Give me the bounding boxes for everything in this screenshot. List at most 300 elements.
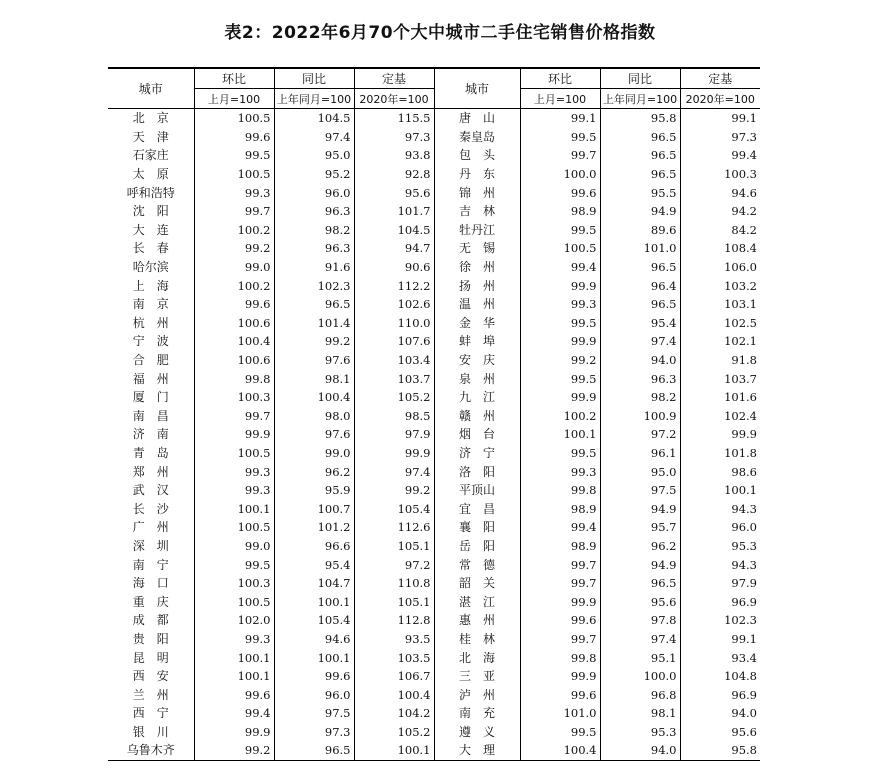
city-right-cell: 锦 州 bbox=[434, 183, 520, 202]
yoy-left-cell: 96.5 bbox=[274, 295, 354, 314]
base-right-cell: 94.3 bbox=[680, 499, 760, 518]
mom-left-cell: 100.2 bbox=[194, 221, 274, 240]
yoy-right-cell: 97.8 bbox=[600, 611, 680, 630]
base-left-cell: 112.6 bbox=[354, 518, 434, 537]
yoy-left-cell: 96.5 bbox=[274, 741, 354, 760]
table-row bbox=[108, 741, 760, 760]
city-left-cell: 西 宁 bbox=[132, 706, 169, 721]
yoy-left-cell: 98.1 bbox=[274, 369, 354, 388]
mom-left-cell: 99.9 bbox=[194, 425, 274, 444]
mom-left-cell: 99.6 bbox=[194, 128, 274, 147]
base-right-cell: 99.9 bbox=[680, 425, 760, 444]
mom-left-cell: 99.5 bbox=[194, 555, 274, 574]
yoy-right-cell: 96.8 bbox=[600, 685, 680, 704]
mom-left-cell: 99.6 bbox=[194, 685, 274, 704]
city-left-cell: 西 安 bbox=[132, 669, 169, 684]
city-left-cell: 广 州 bbox=[132, 520, 169, 535]
subheader-mom-right: 上月=100 bbox=[520, 89, 600, 109]
city-right-cell: 南 充 bbox=[434, 704, 520, 723]
yoy-left-cell: 94.6 bbox=[274, 630, 354, 649]
city-right-cell: 蚌 埠 bbox=[434, 332, 520, 351]
mom-right-cell: 99.5 bbox=[520, 444, 600, 463]
base-right-cell: 99.1 bbox=[680, 109, 760, 128]
mom-left-cell: 100.5 bbox=[194, 165, 274, 184]
yoy-right-cell: 96.1 bbox=[600, 444, 680, 463]
table-row bbox=[108, 314, 760, 333]
yoy-left-cell: 97.3 bbox=[274, 723, 354, 742]
city-right-cell: 吉 林 bbox=[434, 202, 520, 221]
yoy-right-cell: 95.6 bbox=[600, 592, 680, 611]
table-row bbox=[108, 128, 760, 147]
table-row bbox=[108, 444, 760, 463]
mom-left-cell: 100.3 bbox=[194, 574, 274, 593]
city-left-cell: 呼和浩特 bbox=[126, 185, 175, 200]
base-right-cell: 94.6 bbox=[680, 183, 760, 202]
mom-right-cell: 99.2 bbox=[520, 351, 600, 370]
city-right-cell: 济 宁 bbox=[434, 444, 520, 463]
table-row bbox=[108, 221, 760, 240]
yoy-left-cell: 97.5 bbox=[274, 704, 354, 723]
base-left-cell: 107.6 bbox=[354, 332, 434, 351]
base-left-cell: 99.9 bbox=[354, 444, 434, 463]
table-row bbox=[108, 388, 760, 407]
city-left-cell: 太 原 bbox=[132, 167, 169, 182]
mom-left-cell: 99.3 bbox=[194, 183, 274, 202]
yoy-right-cell: 95.4 bbox=[600, 314, 680, 333]
table-row bbox=[108, 611, 760, 630]
yoy-right-cell: 96.5 bbox=[600, 258, 680, 277]
yoy-right-cell: 96.5 bbox=[600, 295, 680, 314]
yoy-left-cell: 102.3 bbox=[274, 276, 354, 295]
yoy-left-cell: 96.2 bbox=[274, 462, 354, 481]
base-left-cell: 106.7 bbox=[354, 667, 434, 686]
yoy-right-cell: 95.3 bbox=[600, 723, 680, 742]
city-left-cell: 成 都 bbox=[132, 613, 169, 628]
yoy-left-cell: 95.9 bbox=[274, 481, 354, 500]
base-right-cell: 97.3 bbox=[680, 128, 760, 147]
header-mom-left: 环比 bbox=[194, 68, 274, 89]
mom-left-cell: 100.5 bbox=[194, 444, 274, 463]
mom-right-cell: 99.7 bbox=[520, 146, 600, 165]
base-right-cell: 100.3 bbox=[680, 165, 760, 184]
yoy-right-cell: 97.2 bbox=[600, 425, 680, 444]
yoy-right-cell: 101.0 bbox=[600, 239, 680, 258]
yoy-left-cell: 96.6 bbox=[274, 537, 354, 556]
city-right-cell: 泉 州 bbox=[434, 369, 520, 388]
mom-left-cell: 99.4 bbox=[194, 704, 274, 723]
table-row bbox=[108, 425, 760, 444]
table-row bbox=[108, 202, 760, 221]
city-left-cell: 南 京 bbox=[132, 297, 169, 312]
city-right-cell: 丹 东 bbox=[434, 165, 520, 184]
mom-right-cell: 99.7 bbox=[520, 555, 600, 574]
base-left-cell: 97.3 bbox=[354, 128, 434, 147]
base-right-cell: 93.4 bbox=[680, 648, 760, 667]
base-right-cell: 95.6 bbox=[680, 723, 760, 742]
yoy-left-cell: 96.0 bbox=[274, 183, 354, 202]
city-right-cell: 牡丹江 bbox=[434, 221, 520, 240]
base-left-cell: 95.6 bbox=[354, 183, 434, 202]
city-left-cell: 郑 州 bbox=[132, 464, 169, 479]
mom-left-cell: 100.1 bbox=[194, 667, 274, 686]
mom-right-cell: 101.0 bbox=[520, 704, 600, 723]
base-right-cell: 84.2 bbox=[680, 221, 760, 240]
base-left-cell: 99.2 bbox=[354, 481, 434, 500]
city-left-cell: 上 海 bbox=[132, 278, 169, 293]
city-right-cell: 九 江 bbox=[434, 388, 520, 407]
city-right-cell: 大 理 bbox=[434, 741, 520, 760]
yoy-right-cell: 94.9 bbox=[600, 499, 680, 518]
subheader-base-right: 2020年=100 bbox=[680, 89, 760, 109]
table-row bbox=[108, 165, 760, 184]
city-left-cell: 北 京 bbox=[132, 111, 169, 126]
table-row bbox=[108, 555, 760, 574]
header-city-left: 城市 bbox=[108, 68, 194, 109]
mom-right-cell: 99.6 bbox=[520, 685, 600, 704]
yoy-right-cell: 95.7 bbox=[600, 518, 680, 537]
city-right-cell: 安 庆 bbox=[434, 351, 520, 370]
yoy-left-cell: 95.0 bbox=[274, 146, 354, 165]
city-right-cell: 烟 台 bbox=[434, 425, 520, 444]
mom-left-cell: 99.5 bbox=[194, 146, 274, 165]
city-left-cell: 沈 阳 bbox=[132, 204, 169, 219]
yoy-left-cell: 105.4 bbox=[274, 611, 354, 630]
base-right-cell: 98.6 bbox=[680, 462, 760, 481]
mom-left-cell: 99.7 bbox=[194, 202, 274, 221]
yoy-left-cell: 96.3 bbox=[274, 239, 354, 258]
city-right-cell: 湛 江 bbox=[434, 592, 520, 611]
mom-left-cell: 100.4 bbox=[194, 332, 274, 351]
mom-left-cell: 100.5 bbox=[194, 518, 274, 537]
city-right-cell: 包 头 bbox=[434, 146, 520, 165]
mom-right-cell: 99.4 bbox=[520, 258, 600, 277]
base-right-cell: 102.3 bbox=[680, 611, 760, 630]
city-right-cell: 徐 州 bbox=[434, 258, 520, 277]
yoy-left-cell: 99.6 bbox=[274, 667, 354, 686]
base-right-cell: 103.1 bbox=[680, 295, 760, 314]
base-right-cell: 91.8 bbox=[680, 351, 760, 370]
base-right-cell: 95.3 bbox=[680, 537, 760, 556]
base-right-cell: 99.1 bbox=[680, 630, 760, 649]
table-row bbox=[108, 592, 760, 611]
mom-left-cell: 100.1 bbox=[194, 648, 274, 667]
base-right-cell: 106.0 bbox=[680, 258, 760, 277]
city-right-cell: 扬 州 bbox=[434, 276, 520, 295]
yoy-left-cell: 97.6 bbox=[274, 351, 354, 370]
mom-left-cell: 100.1 bbox=[194, 499, 274, 518]
header-yoy-right: 同比 bbox=[600, 68, 680, 89]
base-right-cell: 95.8 bbox=[680, 741, 760, 760]
mom-left-cell: 99.0 bbox=[194, 258, 274, 277]
city-right-cell: 金 华 bbox=[434, 314, 520, 333]
city-left-cell: 大 连 bbox=[132, 222, 169, 237]
subheader-mom-left: 上月=100 bbox=[194, 89, 274, 109]
mom-right-cell: 99.7 bbox=[520, 630, 600, 649]
base-right-cell: 101.8 bbox=[680, 444, 760, 463]
base-left-cell: 103.7 bbox=[354, 369, 434, 388]
yoy-right-cell: 98.1 bbox=[600, 704, 680, 723]
yoy-left-cell: 95.4 bbox=[274, 555, 354, 574]
mom-left-cell: 99.3 bbox=[194, 481, 274, 500]
yoy-left-cell: 95.2 bbox=[274, 165, 354, 184]
subheader-base-left: 2020年=100 bbox=[354, 89, 434, 109]
mom-right-cell: 99.9 bbox=[520, 667, 600, 686]
base-right-cell: 96.0 bbox=[680, 518, 760, 537]
mom-left-cell: 100.6 bbox=[194, 314, 274, 333]
yoy-right-cell: 94.9 bbox=[600, 202, 680, 221]
mom-left-cell: 99.3 bbox=[194, 462, 274, 481]
base-left-cell: 101.7 bbox=[354, 202, 434, 221]
city-right-cell: 秦皇岛 bbox=[434, 128, 520, 147]
city-left-cell: 长 春 bbox=[132, 241, 169, 256]
yoy-left-cell: 98.2 bbox=[274, 221, 354, 240]
table-row bbox=[108, 258, 760, 277]
city-left-cell: 厦 门 bbox=[132, 390, 169, 405]
city-right-cell: 无 锡 bbox=[434, 239, 520, 258]
city-right-cell: 赣 州 bbox=[434, 407, 520, 426]
yoy-left-cell: 91.6 bbox=[274, 258, 354, 277]
city-right-cell: 泸 州 bbox=[434, 685, 520, 704]
base-left-cell: 104.5 bbox=[354, 221, 434, 240]
city-left-cell: 杭 州 bbox=[132, 315, 169, 330]
mom-right-cell: 98.9 bbox=[520, 537, 600, 556]
yoy-right-cell: 97.4 bbox=[600, 332, 680, 351]
table-row bbox=[108, 481, 760, 500]
city-left-cell: 长 沙 bbox=[132, 501, 169, 516]
table-row bbox=[108, 499, 760, 518]
yoy-left-cell: 101.4 bbox=[274, 314, 354, 333]
mom-right-cell: 99.5 bbox=[520, 314, 600, 333]
table-row bbox=[108, 183, 760, 202]
table-row bbox=[108, 146, 760, 165]
city-left-cell: 深 圳 bbox=[132, 538, 169, 553]
yoy-right-cell: 95.1 bbox=[600, 648, 680, 667]
yoy-right-cell: 96.5 bbox=[600, 574, 680, 593]
table-row bbox=[108, 704, 760, 723]
subheader-yoy-left: 上年同月=100 bbox=[274, 89, 354, 109]
city-right-cell: 宜 昌 bbox=[434, 499, 520, 518]
city-left-cell: 青 岛 bbox=[132, 445, 169, 460]
yoy-left-cell: 98.0 bbox=[274, 407, 354, 426]
city-left-cell: 南 昌 bbox=[132, 408, 169, 423]
city-right-cell: 洛 阳 bbox=[434, 462, 520, 481]
base-left-cell: 105.2 bbox=[354, 388, 434, 407]
table-row bbox=[108, 685, 760, 704]
city-right-cell: 岳 阳 bbox=[434, 537, 520, 556]
mom-right-cell: 100.1 bbox=[520, 425, 600, 444]
mom-right-cell: 98.9 bbox=[520, 499, 600, 518]
yoy-left-cell: 97.4 bbox=[274, 128, 354, 147]
yoy-left-cell: 104.5 bbox=[274, 109, 354, 128]
table-row bbox=[108, 369, 760, 388]
yoy-right-cell: 96.4 bbox=[600, 276, 680, 295]
base-right-cell: 102.1 bbox=[680, 332, 760, 351]
base-left-cell: 103.4 bbox=[354, 351, 434, 370]
city-right-cell: 唐 山 bbox=[434, 109, 520, 128]
city-left-cell: 昆 明 bbox=[132, 650, 169, 665]
yoy-left-cell: 100.1 bbox=[274, 592, 354, 611]
base-right-cell: 101.6 bbox=[680, 388, 760, 407]
base-left-cell: 100.1 bbox=[354, 741, 434, 760]
base-left-cell: 112.2 bbox=[354, 276, 434, 295]
base-left-cell: 97.2 bbox=[354, 555, 434, 574]
mom-left-cell: 99.9 bbox=[194, 723, 274, 742]
base-left-cell: 105.1 bbox=[354, 537, 434, 556]
yoy-right-cell: 95.0 bbox=[600, 462, 680, 481]
yoy-right-cell: 97.4 bbox=[600, 630, 680, 649]
yoy-right-cell: 100.9 bbox=[600, 407, 680, 426]
city-left-cell: 南 宁 bbox=[132, 557, 169, 572]
city-right-cell: 惠 州 bbox=[434, 611, 520, 630]
yoy-right-cell: 100.0 bbox=[600, 667, 680, 686]
mom-left-cell: 100.3 bbox=[194, 388, 274, 407]
yoy-left-cell: 100.7 bbox=[274, 499, 354, 518]
table-row bbox=[108, 518, 760, 537]
base-right-cell: 94.3 bbox=[680, 555, 760, 574]
mom-left-cell: 100.2 bbox=[194, 276, 274, 295]
table-row bbox=[108, 630, 760, 649]
yoy-left-cell: 100.4 bbox=[274, 388, 354, 407]
city-left-cell: 石家庄 bbox=[132, 148, 169, 163]
city-right-cell: 韶 关 bbox=[434, 574, 520, 593]
mom-left-cell: 99.2 bbox=[194, 239, 274, 258]
base-left-cell: 110.0 bbox=[354, 314, 434, 333]
city-right-cell: 襄 阳 bbox=[434, 518, 520, 537]
city-left-cell: 天 津 bbox=[132, 129, 169, 144]
base-right-cell: 94.2 bbox=[680, 202, 760, 221]
mom-right-cell: 99.5 bbox=[520, 128, 600, 147]
mom-right-cell: 99.5 bbox=[520, 723, 600, 742]
mom-right-cell: 98.9 bbox=[520, 202, 600, 221]
city-left-cell: 海 口 bbox=[132, 576, 169, 591]
yoy-right-cell: 96.3 bbox=[600, 369, 680, 388]
base-left-cell: 110.8 bbox=[354, 574, 434, 593]
yoy-right-cell: 94.0 bbox=[600, 741, 680, 760]
table-row bbox=[108, 239, 760, 258]
mom-left-cell: 99.3 bbox=[194, 630, 274, 649]
base-left-cell: 105.1 bbox=[354, 592, 434, 611]
base-right-cell: 94.0 bbox=[680, 704, 760, 723]
base-right-cell: 96.9 bbox=[680, 592, 760, 611]
base-right-cell: 102.4 bbox=[680, 407, 760, 426]
header-base-left: 定基 bbox=[354, 68, 434, 89]
base-left-cell: 102.6 bbox=[354, 295, 434, 314]
yoy-right-cell: 96.5 bbox=[600, 146, 680, 165]
city-right-cell: 三 亚 bbox=[434, 667, 520, 686]
base-left-cell: 112.8 bbox=[354, 611, 434, 630]
base-right-cell: 99.4 bbox=[680, 146, 760, 165]
base-left-cell: 94.7 bbox=[354, 239, 434, 258]
yoy-left-cell: 96.0 bbox=[274, 685, 354, 704]
base-right-cell: 108.4 bbox=[680, 239, 760, 258]
yoy-right-cell: 96.5 bbox=[600, 165, 680, 184]
base-left-cell: 97.4 bbox=[354, 462, 434, 481]
mom-right-cell: 99.4 bbox=[520, 518, 600, 537]
mom-left-cell: 100.5 bbox=[194, 109, 274, 128]
city-right-cell: 常 德 bbox=[434, 555, 520, 574]
city-left-cell: 乌鲁木齐 bbox=[108, 741, 194, 760]
yoy-right-cell: 95.5 bbox=[600, 183, 680, 202]
yoy-left-cell: 104.7 bbox=[274, 574, 354, 593]
yoy-left-cell: 101.2 bbox=[274, 518, 354, 537]
yoy-right-cell: 95.8 bbox=[600, 109, 680, 128]
yoy-right-cell: 96.2 bbox=[600, 537, 680, 556]
mom-left-cell: 99.0 bbox=[194, 537, 274, 556]
table-row bbox=[108, 109, 760, 128]
mom-left-cell: 99.8 bbox=[194, 369, 274, 388]
table-row bbox=[108, 407, 760, 426]
city-right-cell: 北 海 bbox=[434, 648, 520, 667]
header-city-right: 城市 bbox=[434, 68, 520, 109]
header-mom-right: 环比 bbox=[520, 68, 600, 89]
mom-left-cell: 100.5 bbox=[194, 592, 274, 611]
base-left-cell: 93.5 bbox=[354, 630, 434, 649]
mom-left-cell: 99.7 bbox=[194, 407, 274, 426]
mom-right-cell: 99.9 bbox=[520, 276, 600, 295]
base-right-cell: 102.5 bbox=[680, 314, 760, 333]
yoy-right-cell: 97.5 bbox=[600, 481, 680, 500]
city-right-cell: 平顶山 bbox=[434, 481, 520, 500]
table-row bbox=[108, 295, 760, 314]
base-left-cell: 92.8 bbox=[354, 165, 434, 184]
mom-right-cell: 99.7 bbox=[520, 574, 600, 593]
city-right-cell: 温 州 bbox=[434, 295, 520, 314]
city-left-cell: 贵 阳 bbox=[132, 631, 169, 646]
header-yoy-left: 同比 bbox=[274, 68, 354, 89]
base-right-cell: 96.9 bbox=[680, 685, 760, 704]
table-title: 表2：2022年6月70个大中城市二手住宅销售价格指数 bbox=[224, 23, 656, 43]
mom-right-cell: 99.3 bbox=[520, 462, 600, 481]
mom-right-cell: 100.2 bbox=[520, 407, 600, 426]
table-row bbox=[108, 276, 760, 295]
mom-right-cell: 100.5 bbox=[520, 239, 600, 258]
city-left-cell: 福 州 bbox=[132, 371, 169, 386]
table-row bbox=[108, 648, 760, 667]
base-left-cell: 90.6 bbox=[354, 258, 434, 277]
yoy-left-cell: 99.0 bbox=[274, 444, 354, 463]
base-right-cell: 97.9 bbox=[680, 574, 760, 593]
mom-left-cell: 100.6 bbox=[194, 351, 274, 370]
city-right-cell: 桂 林 bbox=[434, 630, 520, 649]
base-left-cell: 97.9 bbox=[354, 425, 434, 444]
base-right-cell: 103.2 bbox=[680, 276, 760, 295]
table-row bbox=[108, 462, 760, 481]
base-right-cell: 104.8 bbox=[680, 667, 760, 686]
mom-right-cell: 100.4 bbox=[520, 741, 600, 760]
yoy-left-cell: 100.1 bbox=[274, 648, 354, 667]
mom-right-cell: 99.3 bbox=[520, 295, 600, 314]
mom-right-cell: 99.5 bbox=[520, 369, 600, 388]
mom-left-cell: 102.0 bbox=[194, 611, 274, 630]
yoy-left-cell: 99.2 bbox=[274, 332, 354, 351]
city-left-cell: 济 南 bbox=[132, 427, 169, 442]
mom-left-cell: 99.6 bbox=[194, 295, 274, 314]
base-left-cell: 104.2 bbox=[354, 704, 434, 723]
mom-right-cell: 99.1 bbox=[520, 109, 600, 128]
header-base-right: 定基 bbox=[680, 68, 760, 89]
yoy-right-cell: 96.5 bbox=[600, 128, 680, 147]
base-right-cell: 100.1 bbox=[680, 481, 760, 500]
yoy-right-cell: 89.6 bbox=[600, 221, 680, 240]
yoy-right-cell: 98.2 bbox=[600, 388, 680, 407]
mom-right-cell: 99.8 bbox=[520, 648, 600, 667]
yoy-right-cell: 94.0 bbox=[600, 351, 680, 370]
city-left-cell: 武 汉 bbox=[132, 483, 169, 498]
price-index-table bbox=[108, 67, 760, 761]
base-left-cell: 105.2 bbox=[354, 723, 434, 742]
table-row bbox=[108, 667, 760, 686]
base-left-cell: 103.5 bbox=[354, 648, 434, 667]
